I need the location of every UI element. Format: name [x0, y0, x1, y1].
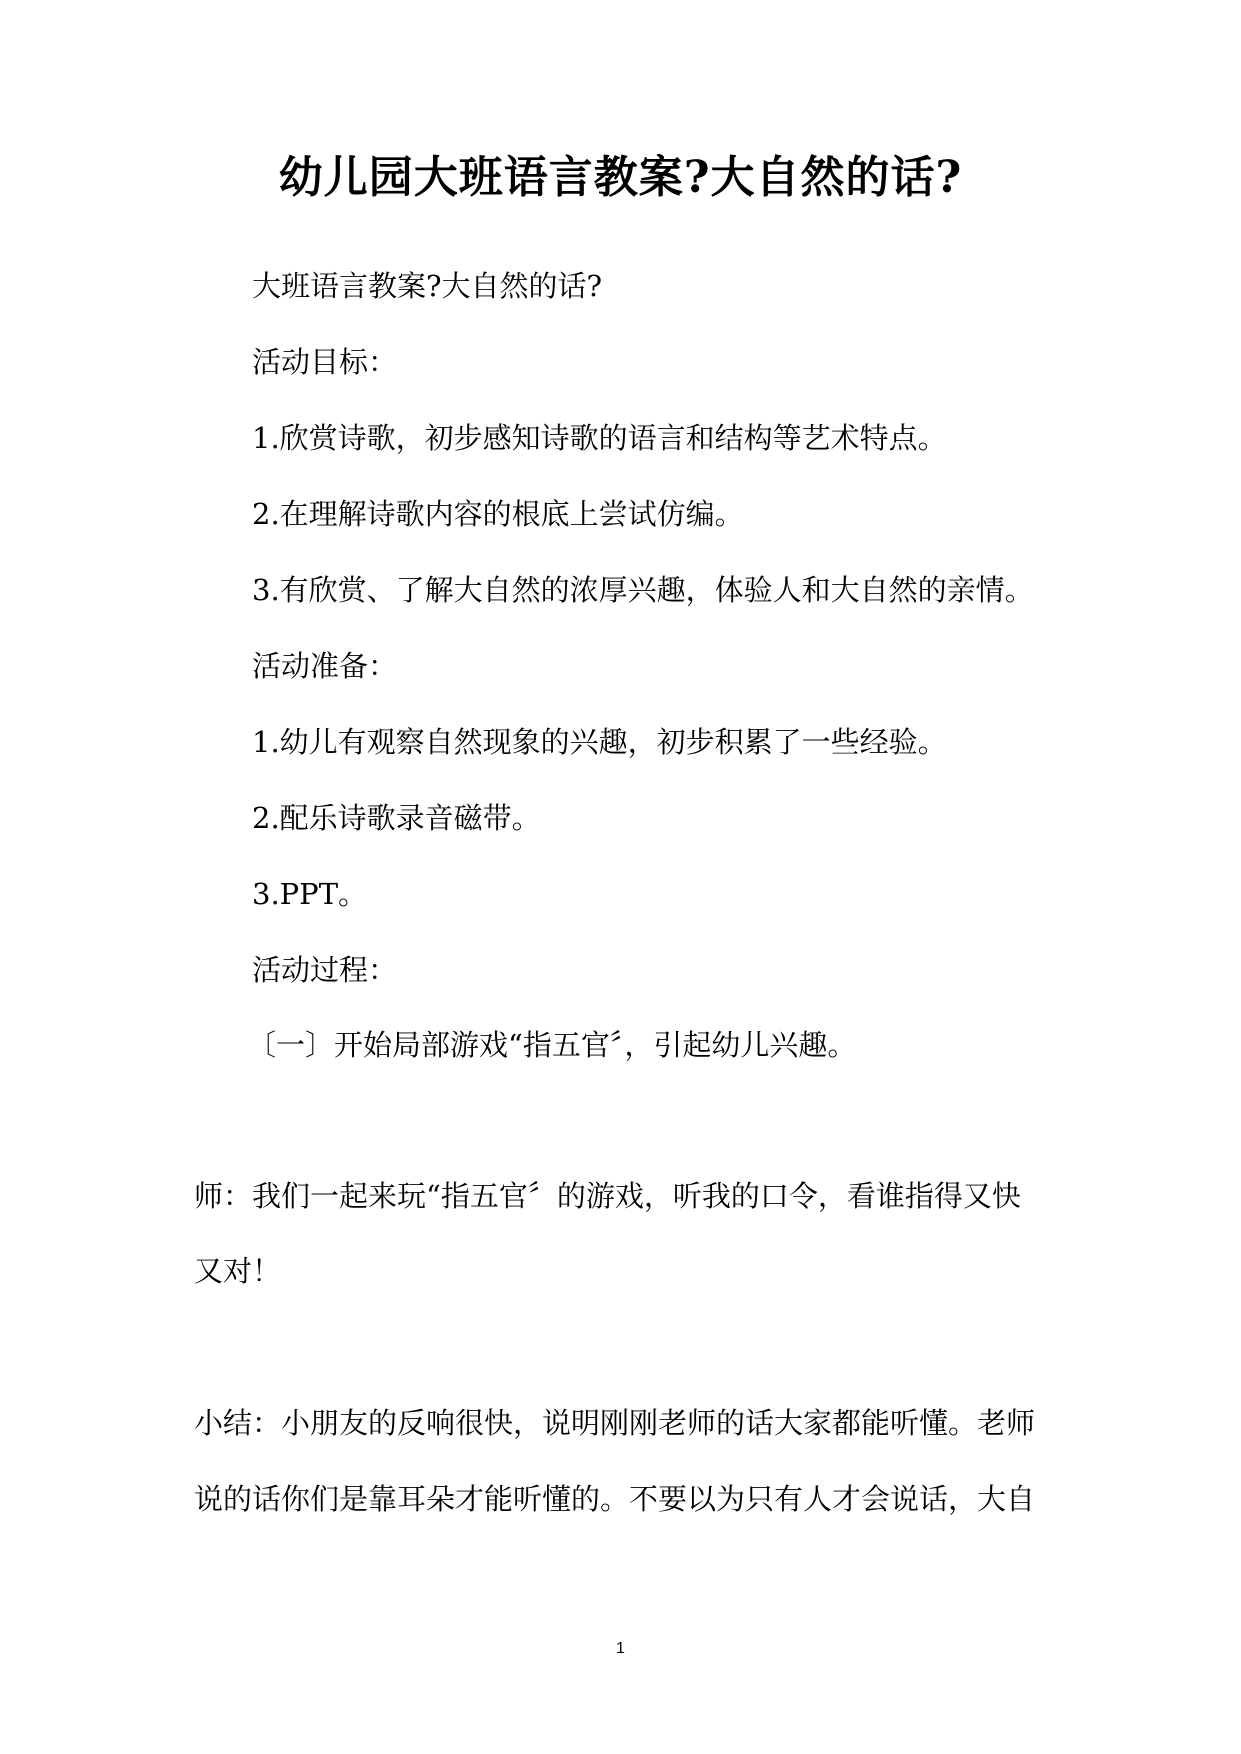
summary-line-2: 说的话你们是靠耳朵才能听懂的。不要以为只有人才会说话，大自 [194, 1482, 1036, 1516]
objective-item-1: 1.欣赏诗歌，初步感知诗歌的语言和结构等艺术特点。 [252, 421, 947, 455]
objective-item-2: 2.在理解诗歌内容的根底上尝试仿编。 [252, 497, 744, 531]
process-step-1: 〔一〕开始局部游戏“指五官〞，引起幼儿兴趣。 [247, 1028, 857, 1062]
preparation-item-3: 3.PPT。 [252, 877, 368, 911]
heading-preparation: 活动准备： [252, 649, 398, 683]
preparation-item-1: 1.幼儿有观察自然现象的兴趣，初步积累了一些经验。 [252, 725, 947, 759]
teacher-line-1: 师：我们一起来玩“指五官〞的游戏，听我的口令，看谁指得又快 [194, 1179, 1021, 1213]
paragraph-subtitle: 大班语言教案?大自然的话? [252, 269, 603, 303]
preparation-item-2: 2.配乐诗歌录音磁带。 [252, 801, 541, 835]
document-title: 幼儿园大班语言教案?大自然的话? [278, 152, 963, 203]
summary-line-1: 小结：小朋友的反响很快，说明刚刚老师的话大家都能听懂。老师 [194, 1406, 1036, 1440]
heading-objectives: 活动目标： [252, 345, 398, 379]
objective-item-3: 3.有欣赏、了解大自然的浓厚兴趣，体验人和大自然的亲情。 [252, 573, 1034, 607]
page-number: 1 [616, 1640, 625, 1657]
teacher-line-2: 又对！ [194, 1254, 282, 1288]
heading-process: 活动过程： [252, 953, 398, 987]
